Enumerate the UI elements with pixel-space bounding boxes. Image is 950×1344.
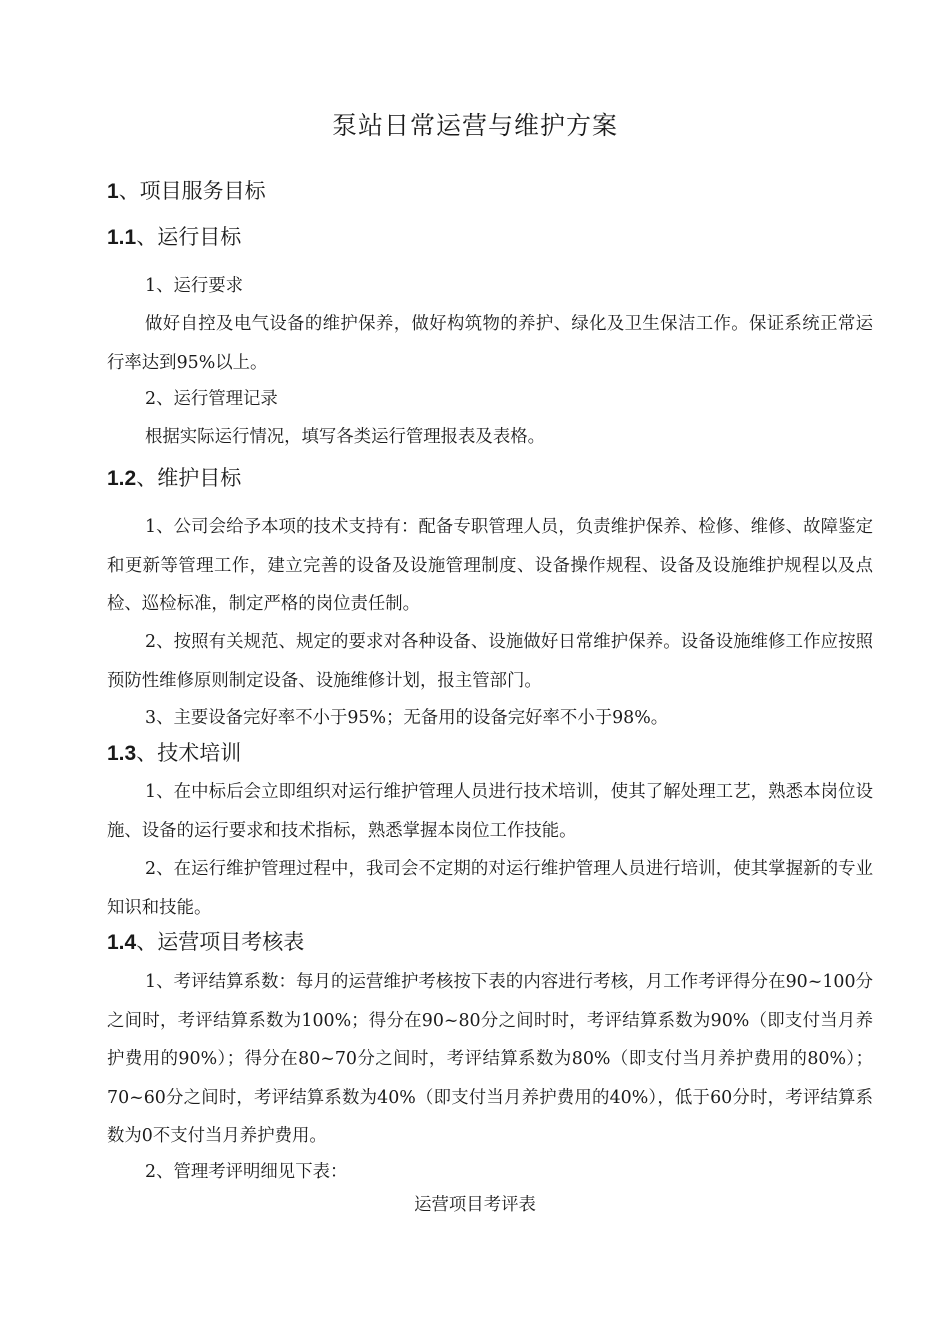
paragraph-maintenance-routine: 2、按照有关规范、规定的要求对各种设备、设施做好日常维护保养。设备设施维修工作应按照预防性维修原则制定设备、设施维修计划，报主管部门。 [107,632,873,691]
paragraph-run-requirement-body: 做好自控及电气设备的维护保养，做好构筑物的养护、绿化及卫生保洁工作。保证系统正常运行率达到95%以上。 [107,314,873,373]
heading-1 [107,176,266,207]
paragraph-run-requirement-title: 1、运行要求 [145,276,244,296]
document-title: 泵站日常运营与维护方案 [331,111,618,140]
heading-1-1-label: 、运行目标 [136,225,242,249]
heading-1-4-label: 、运营项目考核表 [136,930,305,954]
paragraph-training-initial: 1、在中标后会立即组织对运行维护管理人员进行技术培训，使其了解处理工艺，熟悉本岗位设施、设备的运行要求和技术指标，熟悉掌握本岗位工作技能。 [107,782,873,841]
heading-1-2-label: 、维护目标 [136,466,242,490]
heading-1-1 [107,222,241,253]
heading-1-3-number: 1.3 [107,742,137,765]
heading-1-4-number: 1.4 [107,931,137,954]
heading-1-1-number: 1.1 [107,226,137,249]
paragraph-maintenance-support: 1、公司会给予本项的技术支持有：配备专职管理人员，负责维护保养、检修、维修、故障鉴定和更新等管理工作，建立完善的设备及设施管理制度、设备操作规程、设备及设施维护规程以及点检、巡检标准，制定严格的岗位责任制。 [107,517,873,614]
paragraph-settlement-coefficient: 1、考评结算系数：每月的运营维护考核按下表的内容进行考核，月工作考评得分在90~100分之间时，考评结算系数为100%；得分在90~80分之间时时，考评结算系数为90%（即支付当月养护费用的90%）；得分在80~70分之间时，考评结算系数为80%（即支付当月养护费用的80%）；70~60分之间时，考评结算系数为40%（即支付当月养护费用的40%），低于60分时，考评结算系数为0不支付当月养护费用。 [107,972,873,1146]
paragraph-maintenance-rate: 3、主要设备完好率不小于95%；无备用的设备完好率不小于98%。 [145,708,669,728]
table-caption: 运营项目考评表 [414,1195,536,1215]
heading-1-3 [107,738,241,769]
heading-1-4 [107,927,304,958]
heading-1-label: 、项目服务目标 [118,179,266,203]
paragraph-table-reference: 2、管理考评明细见下表： [145,1162,348,1182]
heading-1-number: 1 [107,180,119,203]
heading-1-2 [107,463,241,494]
paragraph-run-record-title: 2、运行管理记录 [145,389,278,409]
paragraph-run-record-body: 根据实际运行情况，填写各类运行管理报表及表格。 [145,427,545,447]
heading-1-3-label: 、技术培训 [136,741,242,765]
heading-1-2-number: 1.2 [107,467,137,490]
paragraph-training-ongoing: 2、在运行维护管理过程中，我司会不定期的对运行维护管理人员进行培训，使其掌握新的专业知识和技能。 [107,859,873,918]
